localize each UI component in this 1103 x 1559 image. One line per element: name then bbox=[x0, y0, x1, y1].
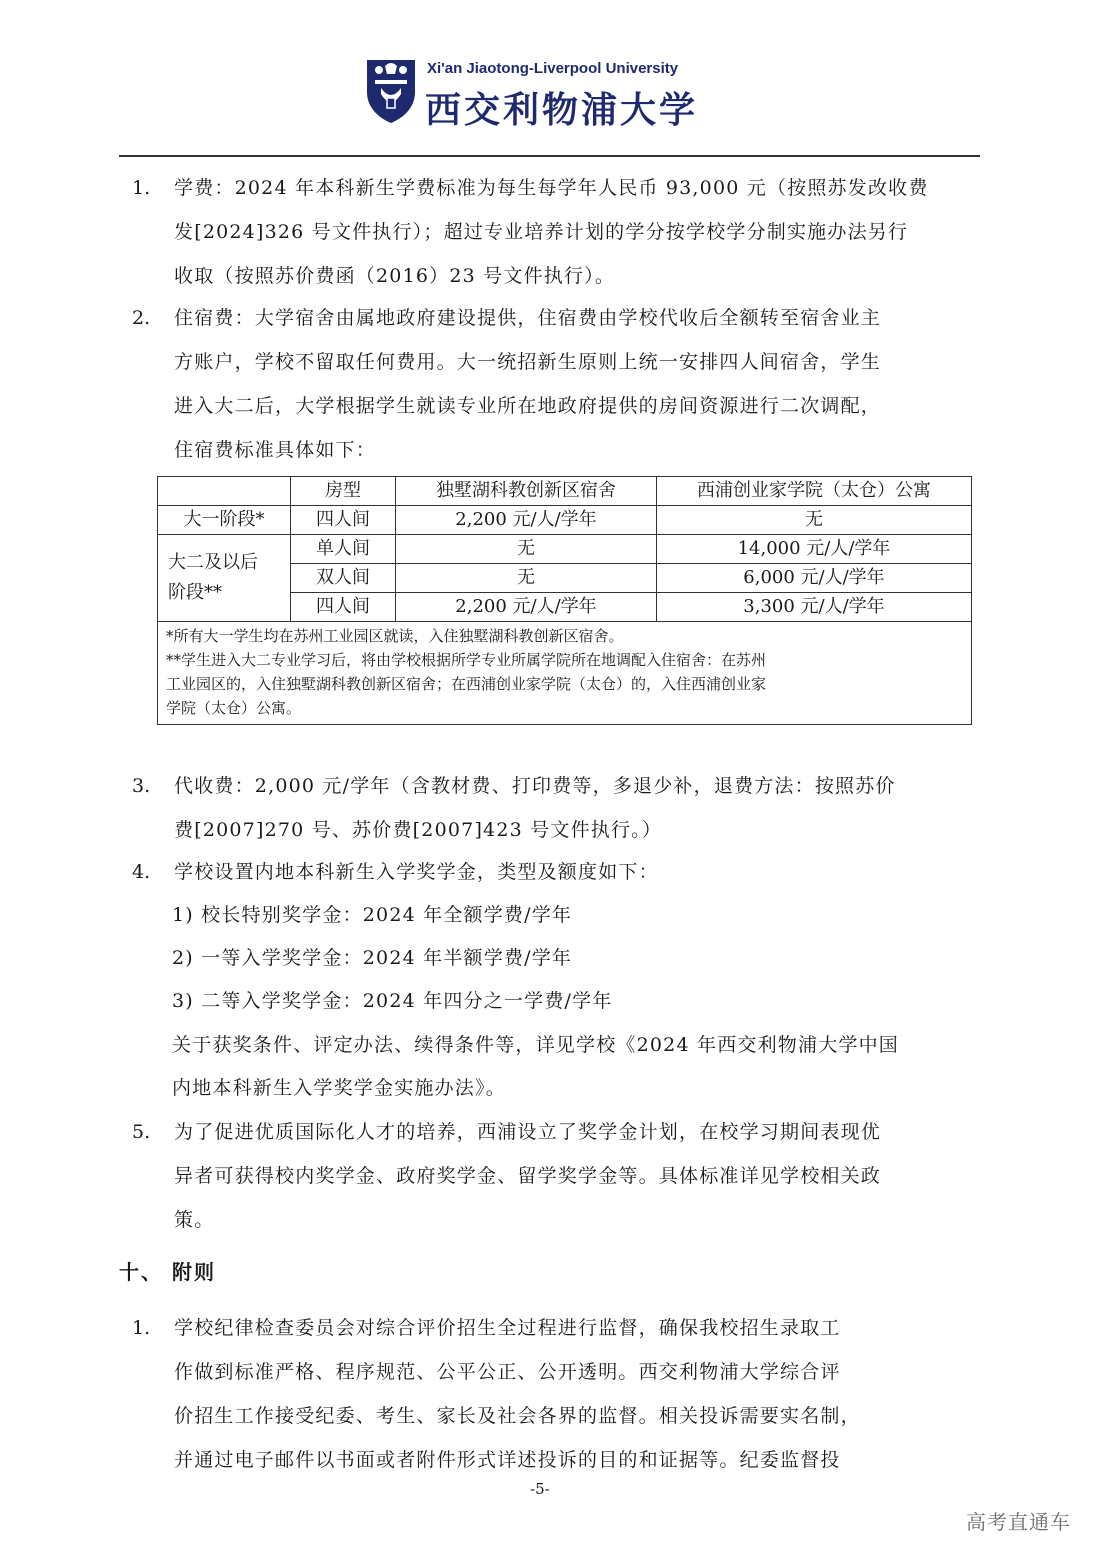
room-type: 单人间 bbox=[291, 535, 396, 564]
table-header-cell: 房型 bbox=[291, 477, 396, 506]
accommodation-fee-table bbox=[157, 476, 972, 725]
table-header-row bbox=[158, 477, 972, 506]
item-line: 学校设置内地本科新生入学奖学金，类型及额度如下： bbox=[174, 861, 659, 883]
stage-label-line: 阶段** bbox=[168, 582, 222, 603]
table-note: **学生进入大二专业学习后，将由学校根据所学专业所属学院所在地调配入住宿舍：在苏州 bbox=[166, 651, 767, 669]
scholarship-type: 1) 校长特别奖学金：2024 年全额学费/学年 bbox=[172, 904, 573, 926]
xjtlu-shield-logo bbox=[365, 58, 417, 124]
table-header-cell: 独墅湖科教创新区宿舍 bbox=[396, 477, 657, 506]
header-divider bbox=[119, 155, 980, 157]
section-title: 十、 附则 bbox=[119, 1260, 216, 1284]
watermark: 高考直通车 bbox=[966, 1510, 1071, 1534]
table-header-cell: 西浦创业家学院（太仓）公寓 bbox=[657, 477, 972, 506]
item-number: 2. bbox=[132, 307, 151, 329]
page-number: -5- bbox=[530, 1480, 550, 1498]
taicang-fee: 14,000 元/人/学年 bbox=[657, 535, 972, 564]
scholarship-type: 3) 二等入学奖学金：2024 年四分之一学费/学年 bbox=[172, 990, 613, 1012]
stage-label: 大一阶段* bbox=[158, 506, 291, 535]
item-line: 价招生工作接受纪委、考生、家长及社会各界的监督。相关投诉需要实名制， bbox=[174, 1405, 861, 1427]
table-note-row bbox=[158, 622, 972, 725]
scholarship-type: 2) 一等入学奖学金：2024 年半额学费/学年 bbox=[172, 947, 573, 969]
item-line: 学校纪律检查委员会对综合评价招生全过程进行监督，确保我校招生录取工 bbox=[174, 1317, 841, 1339]
scholarship-note-line: 关于获奖条件、评定办法、续得条件等，详见学校《2024 年西交利物浦大学中国 bbox=[172, 1034, 899, 1056]
dushu-fee: 无 bbox=[396, 535, 657, 564]
stage-label bbox=[158, 535, 291, 622]
dushu-fee: 2,200 元/人/学年 bbox=[396, 593, 657, 622]
table-header-cell bbox=[158, 477, 291, 506]
table-note: *所有大一学生均在苏州工业园区就读，入住独墅湖科教创新区宿舍。 bbox=[166, 627, 624, 645]
table-row bbox=[158, 506, 972, 535]
item-line: 学费：2024 年本科新生学费标准为每生每学年人民币 93,000 元（按照苏发改收费 bbox=[174, 177, 929, 199]
item-line: 发[2024]326 号文件执行）；超过专业培养计划的学分按学校学分制实施办法另行 bbox=[174, 221, 909, 243]
item-line: 代收费：2,000 元/学年（含教材费、打印费等，多退少补，退费方法：按照苏价 bbox=[174, 775, 896, 797]
item-number: 1. bbox=[132, 1317, 151, 1339]
item-line: 异者可获得校内奖学金、政府奖学金、留学奖学金等。具体标准详见学校相关政 bbox=[174, 1165, 882, 1187]
item-line: 为了促进优质国际化人才的培养，西浦设立了奖学金计划，在校学习期间表现优 bbox=[174, 1121, 882, 1143]
item-line: 方账户，学校不留取任何费用。大一统招新生原则上统一安排四人间宿舍，学生 bbox=[174, 351, 882, 373]
scholarship-note-line: 内地本科新生入学奖学金实施办法》。 bbox=[172, 1077, 506, 1099]
university-header bbox=[365, 58, 725, 131]
dushu-fee: 2,200 元/人/学年 bbox=[396, 506, 657, 535]
room-type: 四人间 bbox=[291, 593, 396, 622]
item-line: 住宿费标准具体如下： bbox=[174, 439, 377, 461]
item-line: 进入大二后，大学根据学生就读专业所在地政府提供的房间资源进行二次调配， bbox=[174, 395, 882, 417]
taicang-fee: 3,300 元/人/学年 bbox=[657, 593, 972, 622]
taicang-fee: 6,000 元/人/学年 bbox=[657, 564, 972, 593]
room-type: 四人间 bbox=[291, 506, 396, 535]
item-line: 策。 bbox=[174, 1209, 215, 1231]
item-line: 收取（按照苏价费函（2016）23 号文件执行）。 bbox=[174, 265, 616, 287]
table-row bbox=[158, 535, 972, 564]
stage-label-line: 大二及以后 bbox=[168, 552, 258, 573]
table-notes bbox=[158, 622, 972, 725]
item-number: 4. bbox=[132, 861, 151, 883]
taicang-fee: 无 bbox=[657, 506, 972, 535]
item-line: 作做到标准严格、程序规范、公平公正、公开透明。西交利物浦大学综合评 bbox=[174, 1361, 841, 1383]
university-name-en: Xi'an Jiaotong-Liverpool University bbox=[427, 60, 679, 77]
dushu-fee: 无 bbox=[396, 564, 657, 593]
table-note: 学院（太仓）公寓。 bbox=[166, 699, 302, 717]
item-line: 住宿费：大学宿舍由属地政府建设提供，住宿费由学校代收后全额转至宿舍业主 bbox=[174, 307, 882, 329]
item-line: 费[2007]270 号、苏价费[2007]423 号文件执行。） bbox=[174, 819, 663, 841]
item-number: 1. bbox=[132, 177, 151, 199]
item-line: 并通过电子邮件以书面或者附件形式详述投诉的目的和证据等。纪委监督投 bbox=[174, 1449, 841, 1471]
table-note: 工业园区的，入住独墅湖科教创新区宿舍；在西浦创业家学院（太仓）的，入住西浦创业家 bbox=[166, 675, 767, 693]
item-number: 5. bbox=[132, 1121, 151, 1143]
room-type: 双人间 bbox=[291, 564, 396, 593]
item-number: 3. bbox=[132, 775, 151, 797]
university-name-cn: 西交利物浦大学 bbox=[425, 90, 699, 131]
